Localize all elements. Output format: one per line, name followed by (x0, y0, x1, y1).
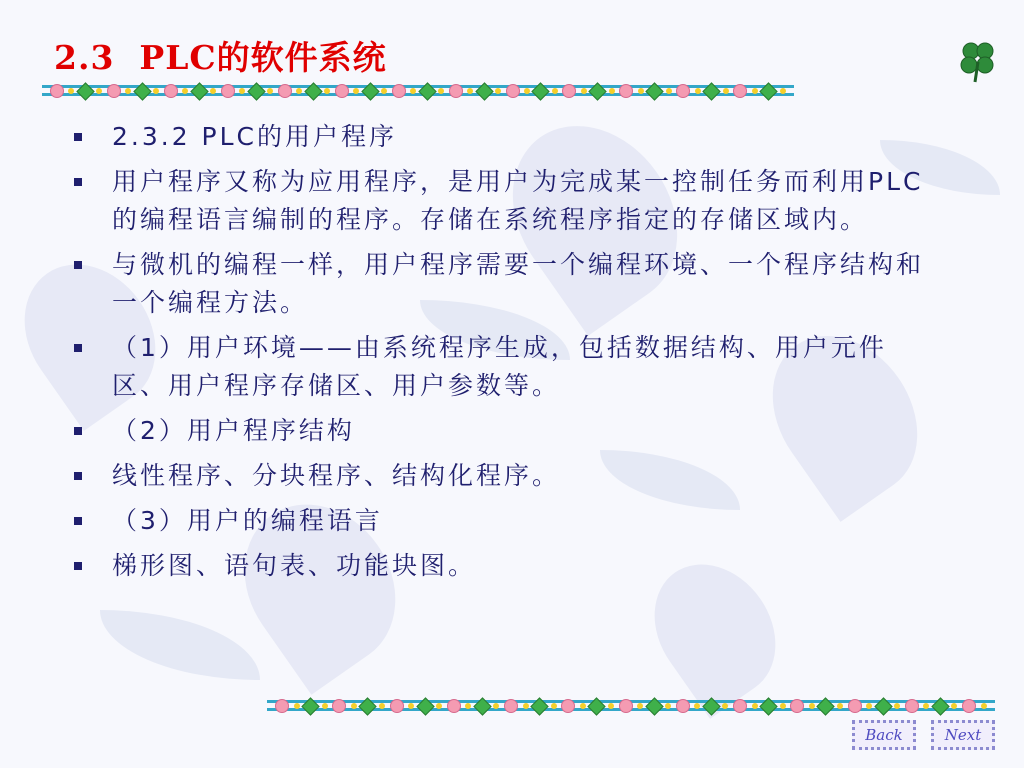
border-bead (410, 88, 416, 94)
border-bead (335, 84, 349, 98)
border-bead (561, 699, 575, 713)
square-bullet-icon (74, 472, 82, 480)
border-bead (523, 703, 529, 709)
border-bead (752, 88, 758, 94)
border-bead (473, 697, 491, 715)
border-bead (359, 697, 377, 715)
square-bullet-icon (74, 344, 82, 352)
border-bead (905, 699, 919, 713)
list-item: 梯形图、语句表、功能块图。 (66, 547, 966, 585)
border-bead (278, 84, 292, 98)
border-bead (837, 703, 843, 709)
decorative-border-top (42, 80, 794, 102)
back-button[interactable]: Back (852, 720, 916, 750)
border-bead (210, 88, 216, 94)
border-bead (182, 88, 188, 94)
border-bead (951, 703, 957, 709)
border-bead (676, 699, 690, 713)
border-bead (493, 703, 499, 709)
border-bead (619, 699, 633, 713)
border-bead (723, 88, 729, 94)
border-bead (294, 703, 300, 709)
border-bead (589, 82, 607, 100)
border-bead (467, 88, 473, 94)
border-bead (353, 88, 359, 94)
border-bead (962, 699, 976, 713)
border-bead (866, 703, 872, 709)
border-bead (722, 703, 728, 709)
border-bead (638, 88, 644, 94)
border-bead (449, 84, 463, 98)
border-bead (504, 699, 518, 713)
border-bead (379, 703, 385, 709)
border-bead (50, 84, 64, 98)
border-bead (981, 703, 987, 709)
border-bead (133, 82, 151, 100)
border-bead (676, 84, 690, 98)
border-bead (637, 703, 643, 709)
square-bullet-icon (74, 178, 82, 186)
border-bead (646, 82, 664, 100)
border-bead (418, 82, 436, 100)
border-bead (436, 703, 442, 709)
border-bead (619, 84, 633, 98)
border-bead (817, 697, 835, 715)
slide-title: 2.3 PLC的软件系统 (54, 38, 387, 77)
border-bead (322, 703, 328, 709)
border-bead (524, 88, 530, 94)
clover-icon (955, 38, 1001, 84)
border-bead (390, 699, 404, 713)
square-bullet-icon (74, 562, 82, 570)
border-bead (221, 84, 235, 98)
border-bead (608, 703, 614, 709)
border-bead (296, 88, 302, 94)
border-bead (702, 697, 720, 715)
border-bead (588, 697, 606, 715)
border-bead (848, 699, 862, 713)
border-bead (581, 88, 587, 94)
border-bead (780, 88, 786, 94)
decorative-border-bottom (267, 695, 995, 717)
border-bead (475, 82, 493, 100)
list-item: 2.3.2 PLC的用户程序 (66, 118, 966, 156)
border-bead (438, 88, 444, 94)
border-bead (695, 88, 701, 94)
border-bead (562, 84, 576, 98)
border-bead (495, 88, 501, 94)
border-bead (759, 697, 777, 715)
border-bead (239, 88, 245, 94)
border-bead (506, 84, 520, 98)
border-bead (68, 88, 74, 94)
border-bead (733, 84, 747, 98)
border-bead (733, 699, 747, 713)
border-bead (780, 703, 786, 709)
square-bullet-icon (74, 133, 82, 141)
border-bead (301, 697, 319, 715)
border-bead (874, 697, 892, 715)
border-bead (447, 699, 461, 713)
border-bead (551, 703, 557, 709)
border-bead (324, 88, 330, 94)
next-button[interactable]: Next (931, 720, 995, 750)
border-bead (752, 703, 758, 709)
border-bead (275, 699, 289, 713)
border-bead (645, 697, 663, 715)
border-bead (76, 82, 94, 100)
border-bead (107, 84, 121, 98)
border-bead (465, 703, 471, 709)
square-bullet-icon (74, 427, 82, 435)
list-item: （3）用户的编程语言 (66, 502, 966, 540)
border-bead (381, 88, 387, 94)
border-bead (666, 88, 672, 94)
border-bead (361, 82, 379, 100)
border-bead (809, 703, 815, 709)
list-item: （2）用户程序结构 (66, 412, 966, 450)
border-bead (153, 88, 159, 94)
border-bead (416, 697, 434, 715)
border-bead (96, 88, 102, 94)
border-bead (408, 703, 414, 709)
border-bead (532, 82, 550, 100)
border-bead (247, 82, 265, 100)
border-bead (190, 82, 208, 100)
list-item: 与微机的编程一样，用户程序需要一个编程环境、一个程序结构和一个编程方法。 (66, 246, 966, 322)
border-bead (552, 88, 558, 94)
border-bead (580, 703, 586, 709)
border-bead (304, 82, 322, 100)
border-bead (665, 703, 671, 709)
border-bead (923, 703, 929, 709)
border-bead (790, 699, 804, 713)
border-bead (267, 88, 273, 94)
border-bead (530, 697, 548, 715)
border-bead (164, 84, 178, 98)
list-item: 线性程序、分块程序、结构化程序。 (66, 457, 966, 495)
list-item: 用户程序又称为应用程序，是用户为完成某一控制任务而利用PLC的编程语言编制的程序。存储在系统程序指定的存储区域内。 (66, 163, 966, 239)
border-bead (703, 82, 721, 100)
square-bullet-icon (74, 517, 82, 525)
border-bead (894, 703, 900, 709)
border-bead (332, 699, 346, 713)
border-bead (931, 697, 949, 715)
border-bead (351, 703, 357, 709)
border-bead (392, 84, 406, 98)
border-bead (760, 82, 778, 100)
border-bead (609, 88, 615, 94)
list-item: （1）用户环境——由系统程序生成，包括数据结构、用户元件区、用户程序存储区、用户参数等。 (66, 329, 966, 405)
square-bullet-icon (74, 261, 82, 269)
bullet-list (66, 118, 966, 592)
border-bead (125, 88, 131, 94)
border-bead (694, 703, 700, 709)
